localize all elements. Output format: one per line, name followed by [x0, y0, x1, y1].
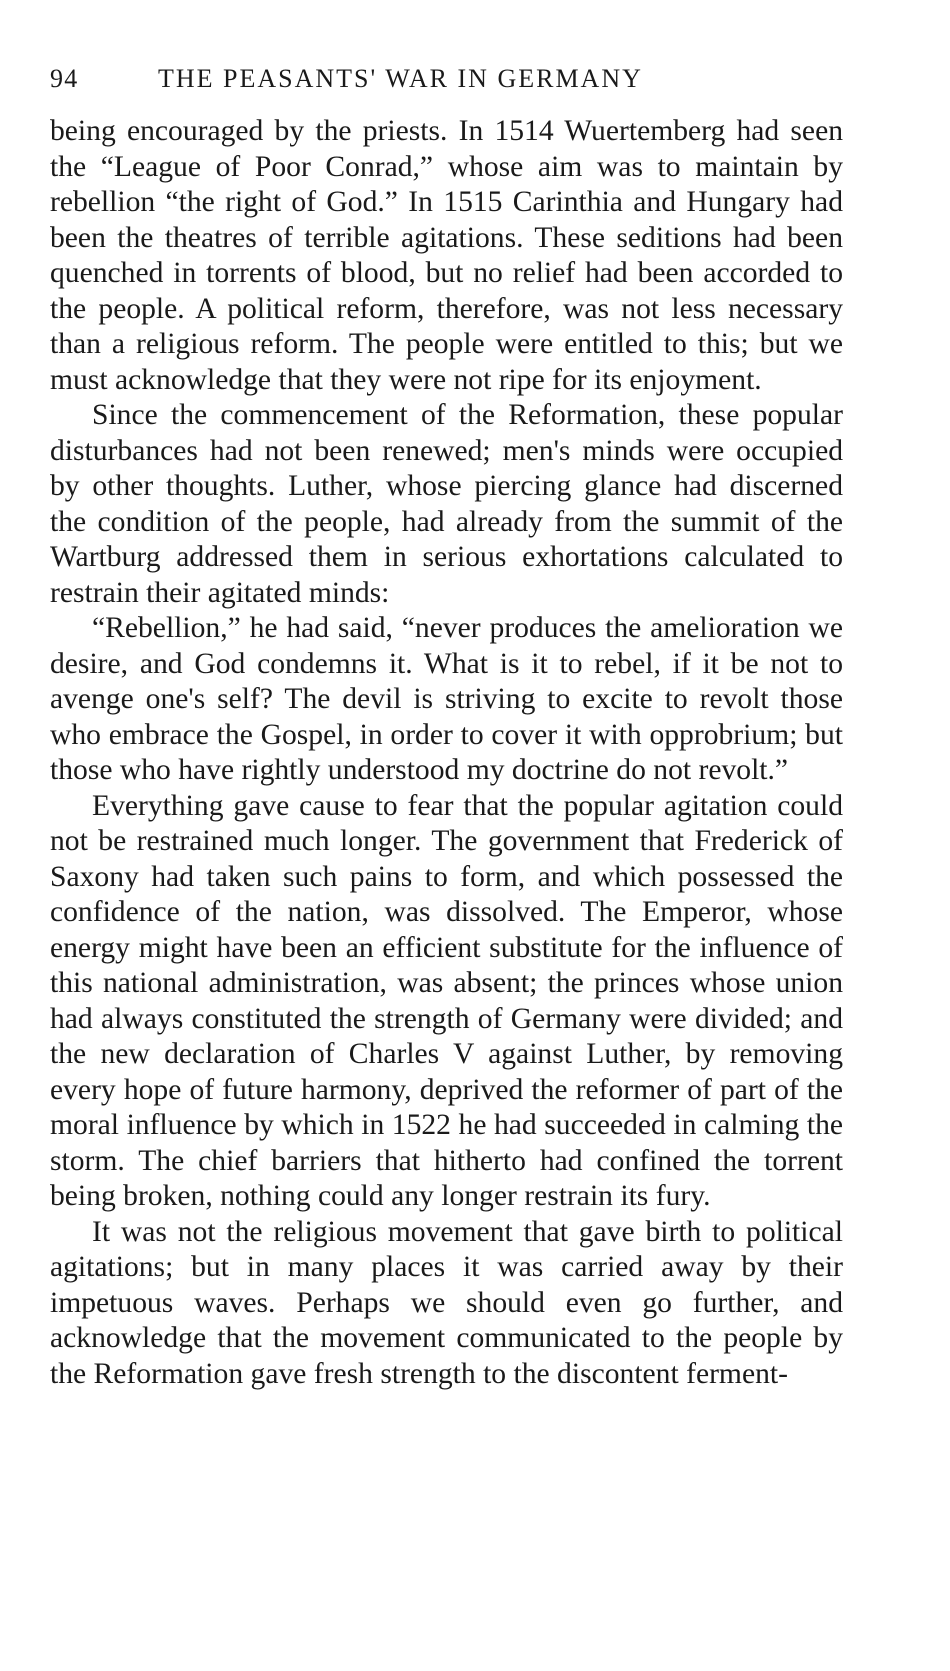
paragraph: It was not the religious movement that gave birth to political agitations; but in many places it was carried away by their impetuous waves. Perhaps we should even go further, and acknowledge that the movement communicated to the people by the Reformation gave fresh strength to the discontent ferment-: [50, 1215, 843, 1390]
paragraph-continuation: being encouraged by the priests. In 1514 Wuertemberg had seen the “League of Poor Conrad,” whose aim was to maintain by rebellion “the right of God.” In 1515 Carinthia and Hungary had been the theatres of terrible agitations. These seditions had been quenched in torrents of blood, but no relief had been accorded to the people. A political reform, therefore, was not less necessary than a religious reform. The people were entitled to this; but we must acknowledge that they were not ripe for its enjoyment.: [50, 115, 843, 396]
paragraph: Everything gave cause to fear that the popular agitation could not be restrained much longer. The government that Frederick of Saxony had taken such pains to form, and which possessed the confidence of the nation, was dissolved. The Emperor, whose energy might have been an efficient substitute for the influence of this national administration, was absent; the princes whose union had always constituted the strength of Germany were divided; and the new declaration of Charles V against Luther, by removing every hope of future harmony, deprived the reformer of part of the moral influence by which in 1522 he had succeeded in calming the storm. The chief barriers that hitherto had confined the torrent being broken, nothing could any longer restrain its fury.: [50, 789, 843, 1212]
page-number: 94: [50, 64, 79, 93]
paragraph: Since the commencement of the Reformation, these popular disturbances had not been renewed; men's minds were occupied by other thoughts. Luther, whose piercing glance had discerned the condition of the people, had already from the summit of the Wartburg addressed them in serious exhortations calculated to restrain their agitated minds:: [50, 399, 843, 609]
running-head: [50, 64, 843, 114]
paragraph-quotation: “Rebellion,” he had said, “never produces the amelioration we desire, and God condemns it. What is it to rebel, if it be not to avenge one's self? The devil is striving to excite to revolt those who embrace the Gospel, in order to cover it with opprobrium; but those who have rightly understood my doctrine do not revolt.”: [50, 612, 843, 786]
running-title: THE PEASANTS' WAR IN GERMANY: [158, 64, 643, 93]
body-text: [50, 114, 843, 1392]
book-page: [50, 64, 843, 1392]
